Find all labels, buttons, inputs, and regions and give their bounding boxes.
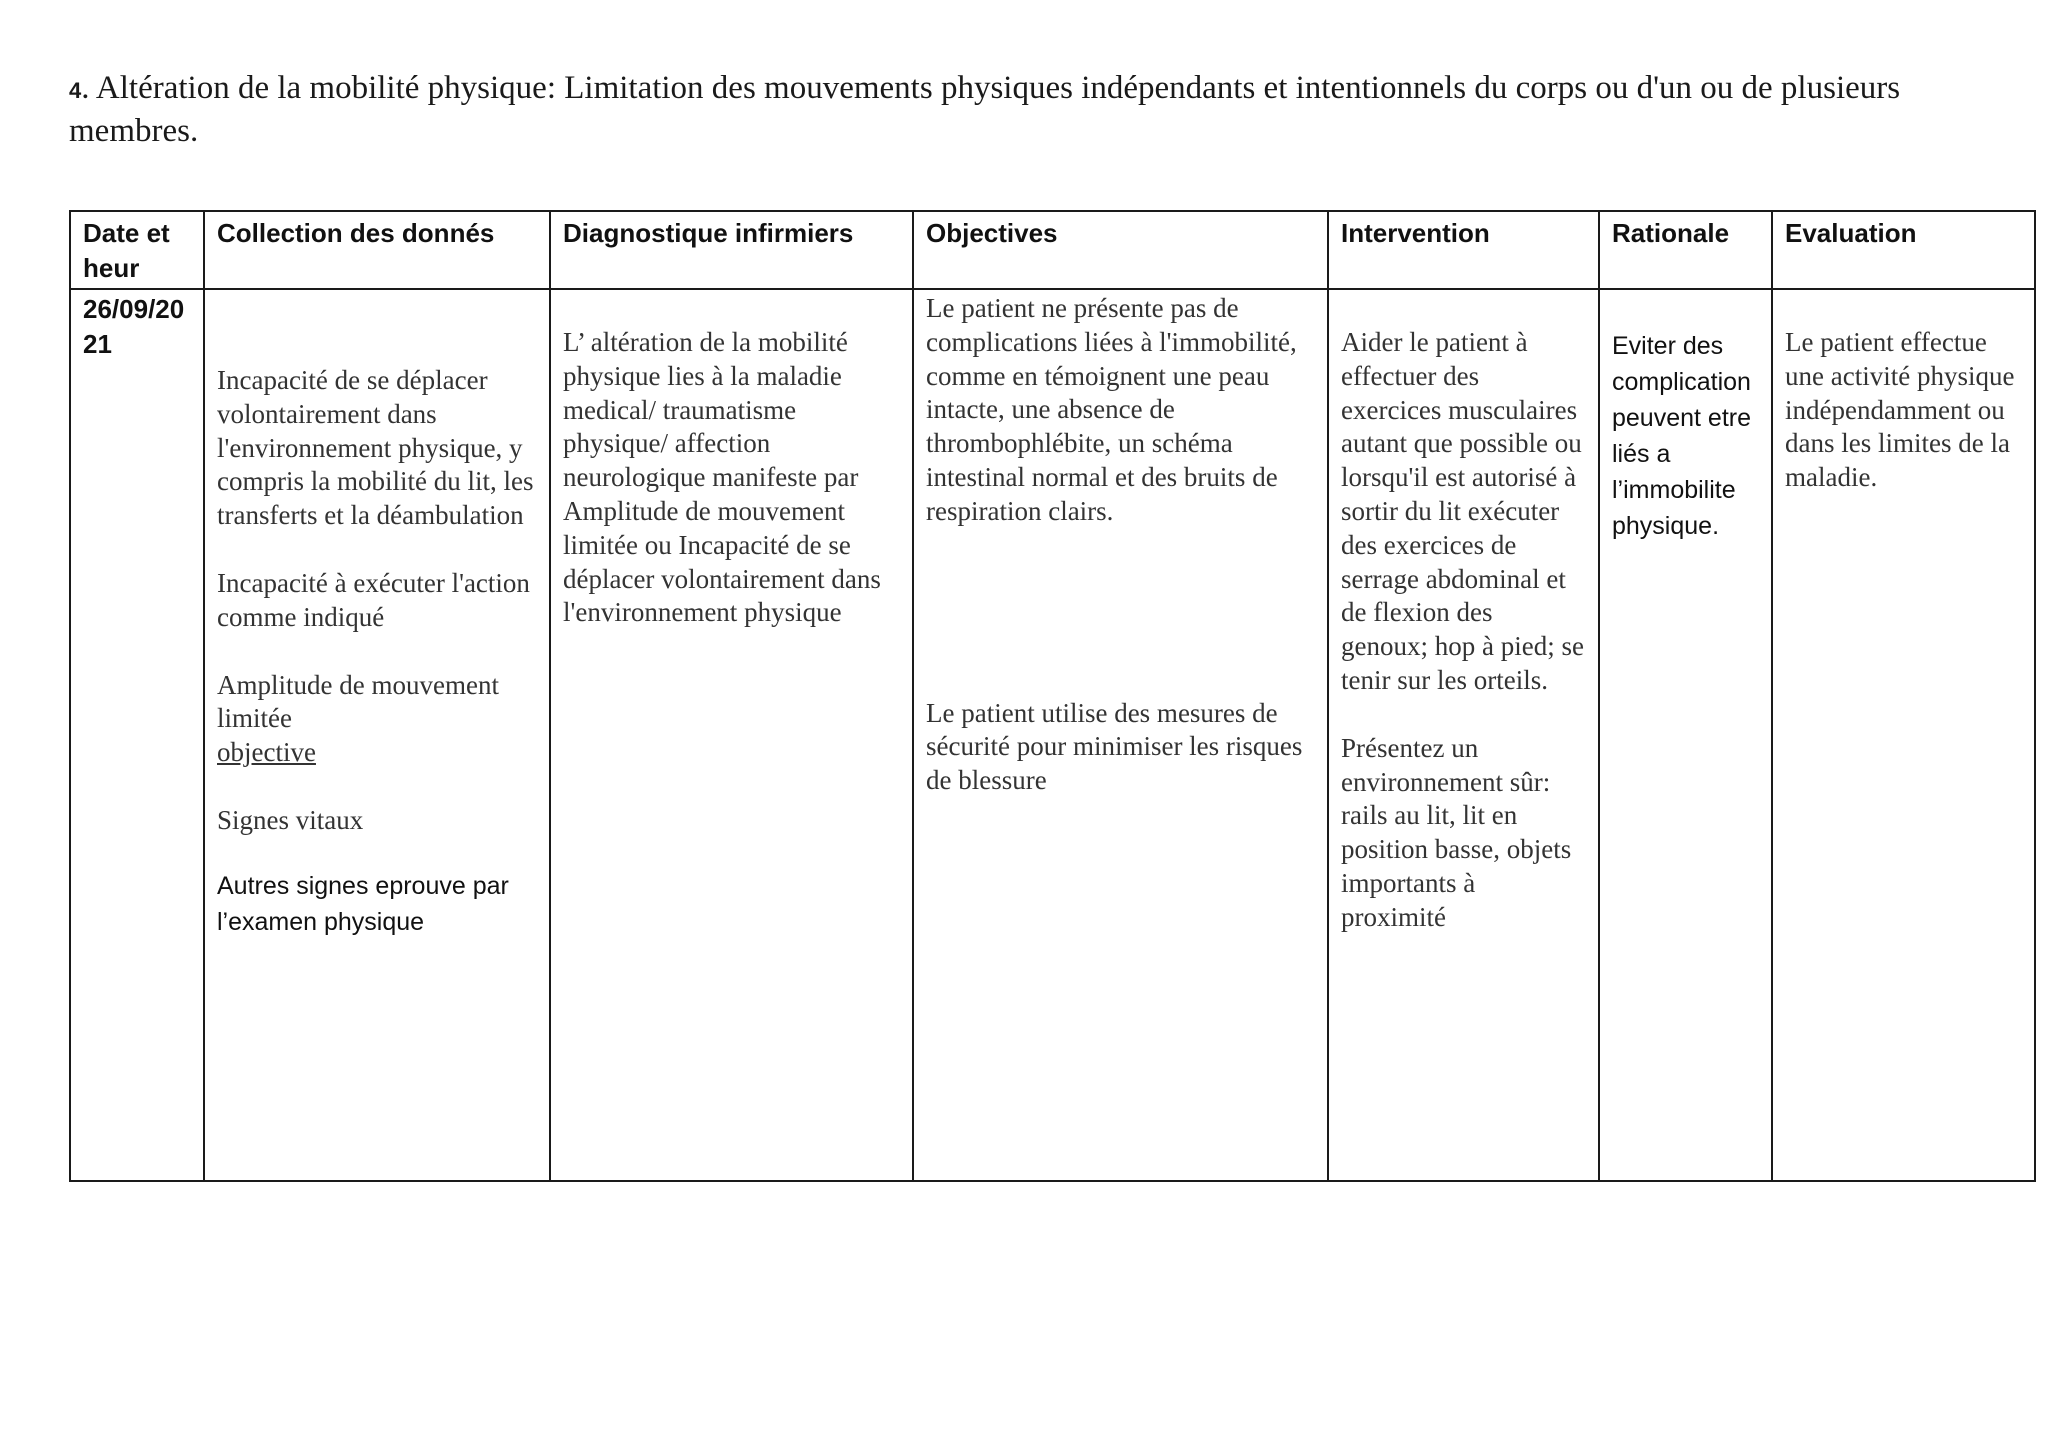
intervention-item: Présentez un environnement sûr: rails au lit, lit en position basse, objets importants à proximité [1341,732,1572,932]
objective-item: Le patient ne présente pas de complications liées à l'immobilité, comme en témoignent une peau intacte, une absence de thrombophlébite, un schéma intestinal normal et des bruits de respiration clairs. [926,293,1297,526]
collection-item: Incapacité à exécuter l'action comme indiqué [217,567,530,632]
table-row [70,289,2035,1181]
header-intervention: Intervention [1328,211,1599,289]
cell-rationale [1599,289,1772,1181]
evaluation-text: Le patient effectue une activité physique indépendamment ou dans les limites de la maladie. [1785,327,2015,493]
section-title: . Altération de la mobilité physique: Limitation des mouvements physiques indépendants et intentionnels du corps ou d'un ou de plusieurs membres. [69,70,1901,149]
section-number: 4 [69,78,82,103]
header-objectives: Objectives [913,211,1328,289]
rationale-text: Eviter des complication peuvent etre liés a l’immobilite physique. [1612,332,1751,540]
table-header-row [70,211,2035,289]
header-evaluation: Evaluation [1772,211,2035,289]
collection-subheading: objective [217,737,316,768]
cell-collection [204,289,550,1181]
cell-evaluation [1772,289,2035,1181]
header-rationale: Rationale [1599,211,1772,289]
section-heading [69,68,2029,151]
care-plan-table [69,210,2036,1182]
cell-diagnostic [550,289,913,1181]
header-date: Date et heur [70,211,204,289]
intervention-item: Aider le patient à effectuer des exercices musculaires autant que possible ou lorsqu'il est autorisé à sortir du lit exécuter des exercices de serrage abdominal et de flexion des genoux; hop à pied; se tenir sur les orteils. [1341,327,1584,695]
header-collection: Collection des donnés [204,211,550,289]
cell-objectives [913,289,1328,1181]
cell-intervention [1328,289,1599,1181]
collection-item: Incapacité de se déplacer volontairement dans l'environnement physique, y compris la mobilité du lit, les transferts et la déambulation [217,365,534,531]
collection-item: Autres signes eprouve par l’examen physique [217,871,509,936]
objective-item: Le patient utilise des mesures de sécurité pour minimiser les risques de blessure [926,697,1303,796]
header-diagnostic: Diagnostique infirmiers [550,211,913,289]
collection-item: Signes vitaux [217,804,364,835]
collection-item: Amplitude de mouvement limitée [217,669,499,734]
cell-date: 26/09/2021 [70,289,204,1181]
diagnostic-text: L’ altération de la mobilité physique lies à la maladie medical/ traumatisme physique/ affection neurologique manifeste par Amplitude de mouvement limitée ou Incapacité de se déplacer volontairement dans l'environnement physique [563,327,881,628]
